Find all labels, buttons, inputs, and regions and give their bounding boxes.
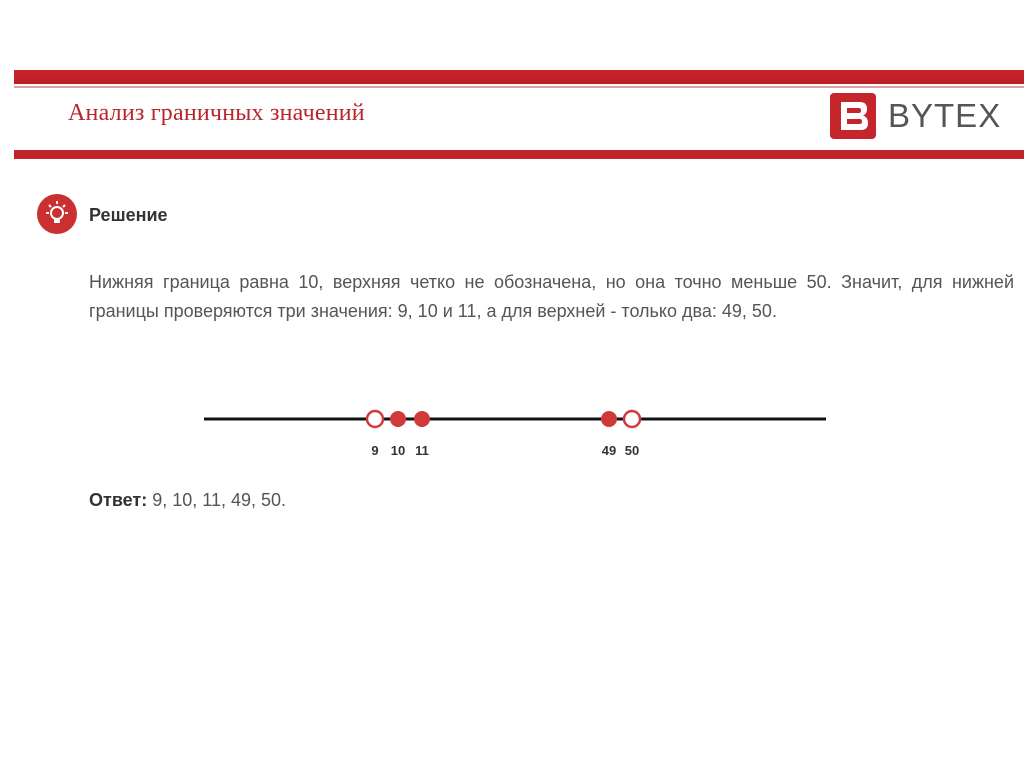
point-11 — [414, 411, 430, 427]
point-label-9: 9 — [371, 443, 379, 458]
section-title: Решение — [89, 205, 168, 225]
point-50 — [624, 411, 640, 427]
logo-text: BYTEX — [888, 97, 1002, 134]
point-label-49: 49 — [601, 443, 617, 458]
point-label-11: 11 — [415, 443, 429, 458]
answer-label: Ответ: — [89, 490, 148, 510]
point-9 — [367, 411, 383, 427]
slide-title: Анализ граничных значений — [68, 100, 365, 126]
point-49 — [601, 411, 617, 427]
solution-paragraph: Нижняя граница равна 10, верхняя четко не обозначена, но она точно меньше 50. Значит, для нижней границы проверяются три значения: 9, 10 и 11, а для верхней - только два: 49, 50. — [89, 272, 1014, 321]
point-label-10: 10 — [390, 443, 406, 458]
answer-value: 9, 10, 11, 49, 50. — [152, 490, 287, 510]
point-label-50: 50 — [624, 443, 640, 458]
answer — [89, 490, 286, 511]
point-10 — [390, 411, 406, 427]
